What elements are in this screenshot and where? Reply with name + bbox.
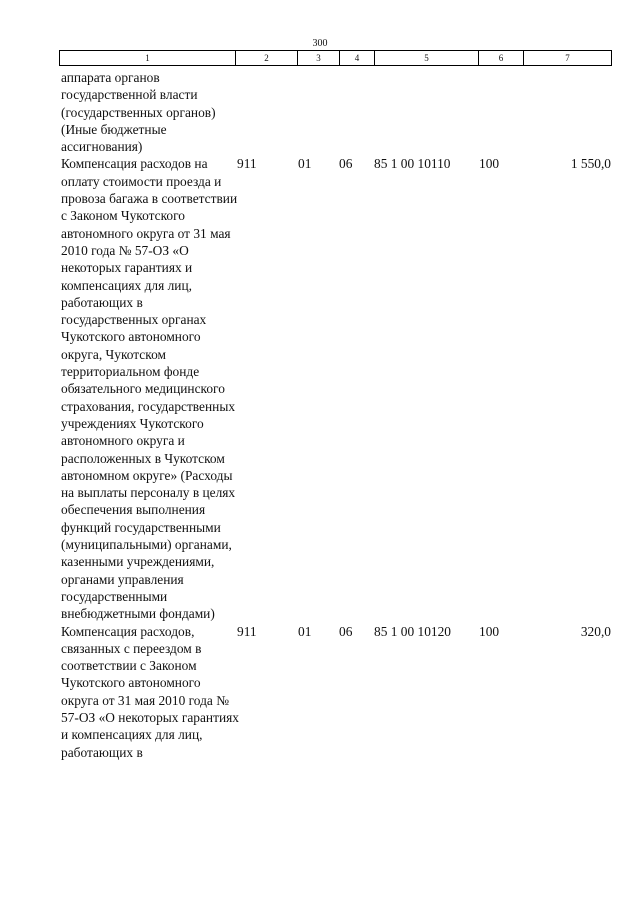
row-target-article: 85 1 00 10110 xyxy=(374,156,451,172)
column-header-5: 5 xyxy=(375,51,479,66)
row-expense-type: 100 xyxy=(479,156,500,172)
row-sum: 320,0 xyxy=(580,623,611,639)
column-header-2: 2 xyxy=(236,51,298,66)
column-header-4: 4 xyxy=(340,51,375,66)
column-header-7: 7 xyxy=(524,51,612,66)
row-description: аппарата органов государственной власти (государственных органов) (Иные бюджетные ассигнования) xyxy=(61,70,216,155)
table-row xyxy=(61,69,621,155)
row-ved: 911 xyxy=(237,623,257,639)
row-target-article: 85 1 00 10120 xyxy=(374,623,451,639)
row-description: Компенсация расходов на оплату стоимости проезда и провоза багажа в соответствии с Законом Чукотского автономного округа от 31 мая 2010 года № 57-ОЗ «О некоторых гарантиях и компенсациях для лиц, работающих в государственных органах Чукотского автономного округа, Чукотском территориальном фонде обязательного медицинского страхования, государственных учреждениях Чукотского автономного округа и расположенных в Чукотском автономном округе» (Расходы на выплаты персоналу в целях обеспечения выполнения функций государственными (муниципальными) органами, казенными учреждениями, органами управления государственными внебюджетными фондами) xyxy=(61,156,238,622)
row-subsection: 06 xyxy=(339,623,353,639)
row-expense-type: 100 xyxy=(479,623,500,639)
column-header-3: 3 xyxy=(298,51,340,66)
row-ved: 911 xyxy=(237,156,257,172)
row-description: Компенсация расходов, связанных с переездом в соответствии с Законом Чукотского автономного округа от 31 мая 2010 года № 57-ОЗ «О некоторых гарантиях и компенсациях для лиц, работающих в xyxy=(61,623,239,760)
column-header-table xyxy=(59,50,612,66)
table-row xyxy=(61,623,621,761)
column-header-1: 1 xyxy=(60,51,236,66)
row-section: 01 xyxy=(298,156,312,172)
row-sum: 1 550,0 xyxy=(570,156,611,172)
page-number: 300 xyxy=(312,38,328,49)
table-row xyxy=(61,155,621,622)
row-subsection: 06 xyxy=(339,156,353,172)
column-header-6: 6 xyxy=(479,51,524,66)
budget-table-body xyxy=(61,69,621,761)
row-section: 01 xyxy=(298,623,312,639)
